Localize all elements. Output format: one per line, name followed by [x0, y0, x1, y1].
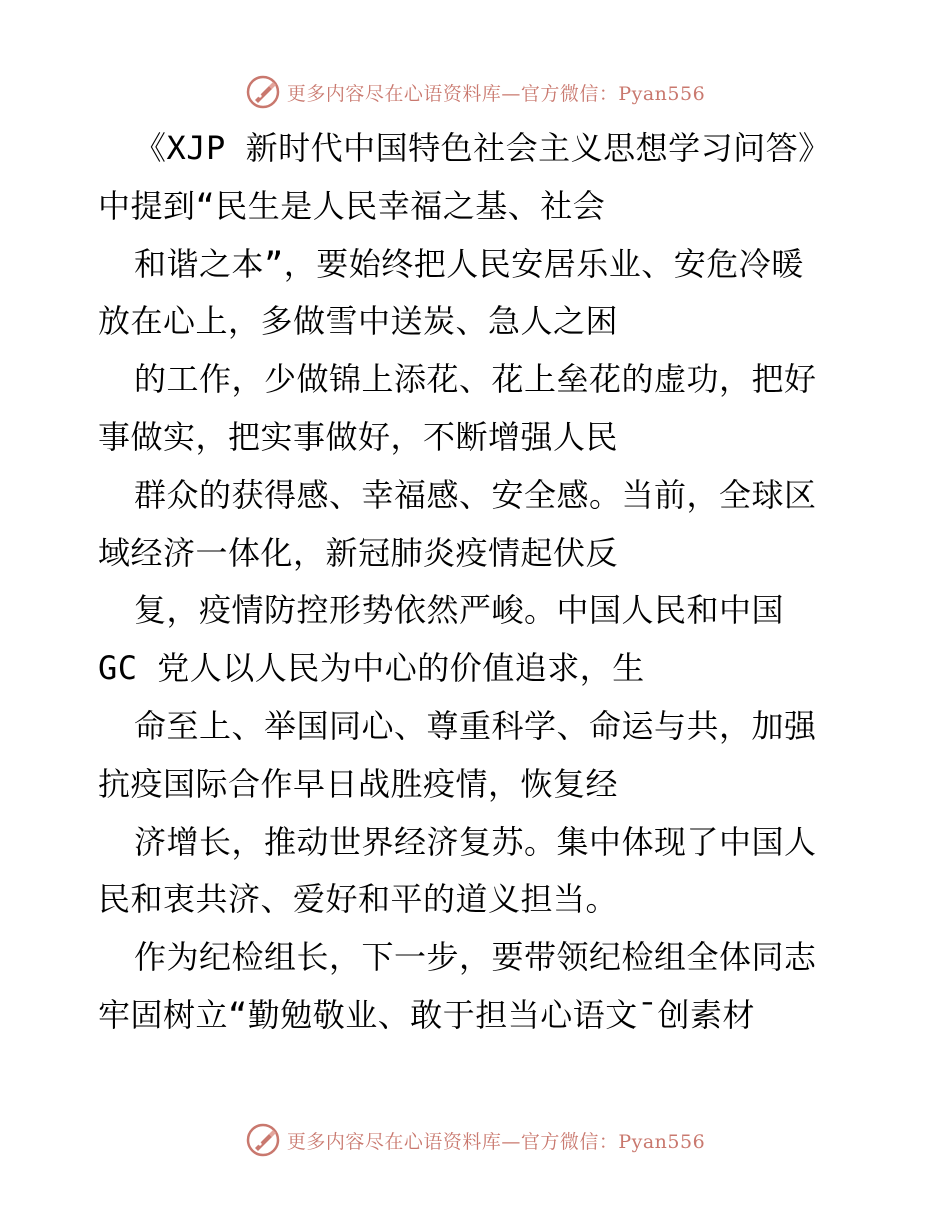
header-banner-text: 更多内容尽在心语资料库—官方微信：Pyan556 — [286, 82, 706, 105]
body-line-3: 和谐之本”，要始终把人民安居乐业、安危冷暖 — [134, 244, 804, 283]
body-line-4: 放在心上，多做雪中送炭、急人之困 — [98, 302, 619, 341]
pen-nib-logo-icon — [245, 1122, 281, 1158]
body-line-6: 事做实，把实事做好，不断增强人民 — [98, 417, 619, 456]
body-line-7: 群众的获得感、幸福感、安全感。当前，全球区 — [134, 475, 817, 514]
body-line-15: 作为纪检组长，下一步，要带领纪检组全体同志 — [134, 938, 817, 977]
footer-banner-text: 更多内容尽在心语资料库—官方微信：Pyan556 — [286, 1130, 706, 1153]
footer-banner — [0, 1120, 950, 1160]
body-line-8: 域经济一体化，新冠肺炎疫情起伏反 — [98, 533, 619, 572]
document-body — [98, 120, 858, 1045]
pen-nib-logo-icon — [245, 74, 281, 110]
body-line-10: GC 党人以人民为中心的价值追求，生 — [98, 649, 645, 688]
body-line-13: 济增长，推动世界经济复苏。集中体现了中国人 — [134, 822, 817, 861]
body-line-11: 命至上、举国同心、尊重科学、命运与共，加强 — [134, 706, 817, 745]
header-banner — [0, 72, 950, 112]
body-line-5: 的工作，少做锦上添花、花上垒花的虚功，把好 — [134, 360, 817, 399]
body-line-14: 民和衷共济、爱好和平的道义担当。 — [98, 880, 619, 919]
body-line-9: 复，疫情防控形势依然严峻。中国人民和中国 — [134, 591, 785, 630]
body-line-12: 抗疫国际合作早日战胜疫情，恢复经 — [98, 764, 619, 803]
body-line-2: 中提到“民生是人民幸福之基、社会 — [98, 186, 606, 225]
body-line-16: 牢固树立“勤勉敬业、敢于担当心语文¯创素材 — [98, 995, 756, 1034]
body-line-1: 《XJP 新时代中国特色社会主义思想学习问答》 — [134, 129, 831, 167]
